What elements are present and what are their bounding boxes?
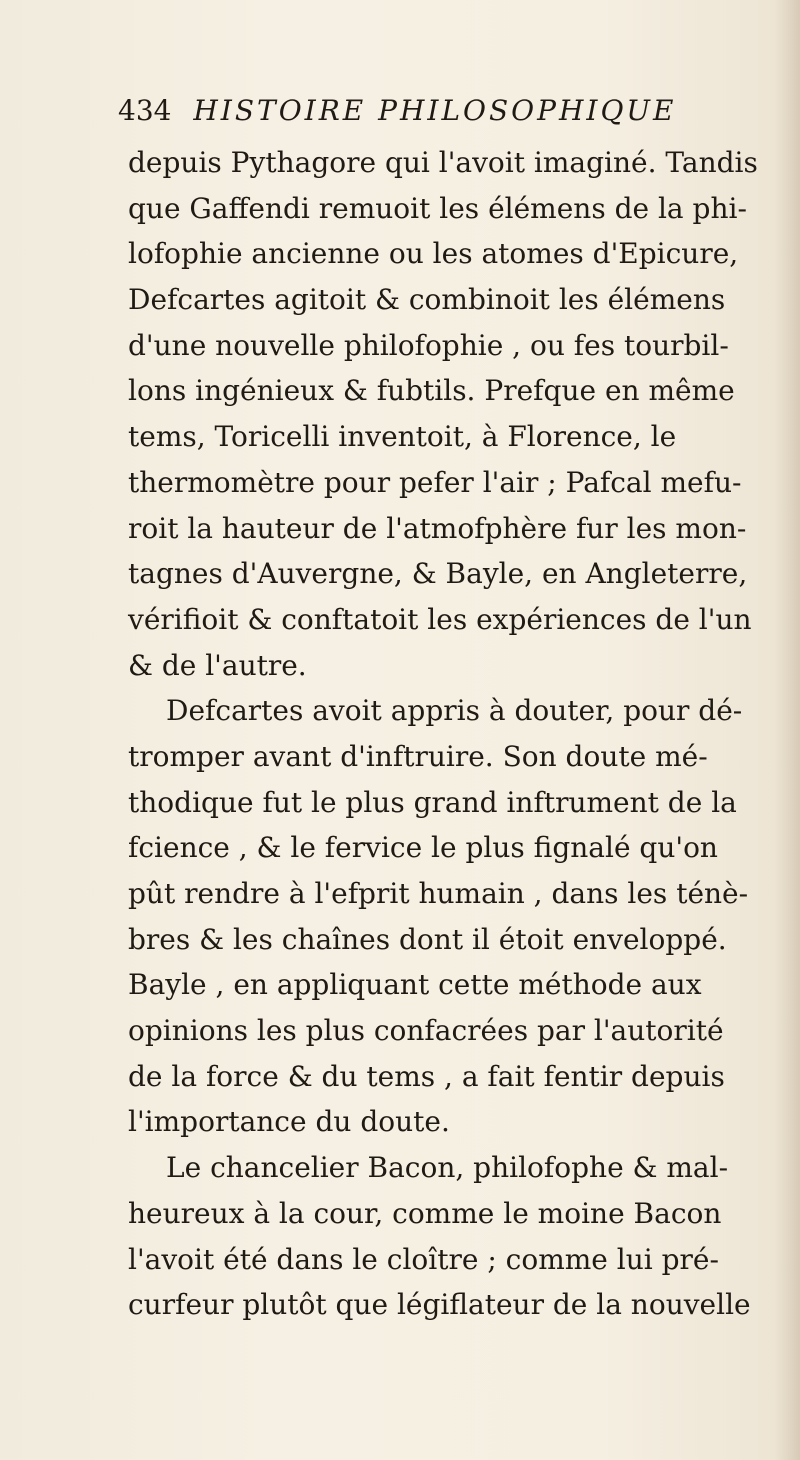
page-number: 434 xyxy=(118,94,172,127)
text-line: & de l'autre. xyxy=(128,648,307,682)
text-line: curfeur plutôt que légiflateur de la nouvelle xyxy=(128,1288,751,1322)
text-line: tagnes d'Auvergne, & Bayle, en Angleterre, xyxy=(128,557,748,591)
text-line: de la force & du tems , a fait fentir depuis xyxy=(128,1059,725,1093)
text-line: tems, Toricelli inventoit, à Florence, le xyxy=(128,420,677,454)
text-line: heureux à la cour, comme le moine Bacon xyxy=(128,1196,722,1230)
text-line: lofophie ancienne ou les atomes d'Epicure, xyxy=(128,237,739,271)
paragraph-first-line: Defcartes avoit appris à douter, pour dé- xyxy=(166,694,743,728)
body-text xyxy=(128,140,800,1328)
paragraph-first-line: Le chancelier Bacon, philofophe & mal- xyxy=(166,1151,729,1185)
text-line: tromper avant d'inftruire. Son doute mé- xyxy=(128,739,708,773)
text-line: fcience , & le fervice le plus fignalé qu'on xyxy=(128,831,718,865)
text-line: que Gaffendi remuoit les élémens de la phi- xyxy=(128,191,747,225)
text-line: bres & les chaînes dont il étoit enveloppé. xyxy=(128,922,727,956)
text-line: opinions les plus confacrées par l'autorité xyxy=(128,1014,724,1048)
text-line: lons ingénieux & fubtils. Prefque en même xyxy=(128,374,735,408)
text-line: Defcartes agitoit & combinoit les élémens xyxy=(128,283,726,317)
text-line: depuis Pythagore qui l'avoit imaginé. Tandis xyxy=(128,146,758,179)
text-line: roit la hauteur de l'atmofphère fur les mon- xyxy=(128,511,747,545)
text-line: pût rendre à l'efprit humain , dans les ténè- xyxy=(128,877,749,910)
running-head xyxy=(118,94,676,127)
running-title: HISTOIRE PHILOSOPHIQUE xyxy=(193,94,677,127)
text-line: thodique fut le plus grand inftrument de la xyxy=(128,785,737,819)
text-line: vérifioit & conftatoit les expériences de l'un xyxy=(128,602,752,636)
text-line: l'avoit été dans le cloître ; comme lui pré- xyxy=(128,1242,719,1276)
text-line: l'importance du doute. xyxy=(128,1105,450,1139)
text-line: Bayle , en appliquant cette méthode aux xyxy=(128,968,702,1002)
text-line: d'une nouvelle philofophie , ou fes tourbil- xyxy=(128,328,729,362)
text-line: thermomètre pour pefer l'air ; Pafcal mefu- xyxy=(128,465,742,499)
